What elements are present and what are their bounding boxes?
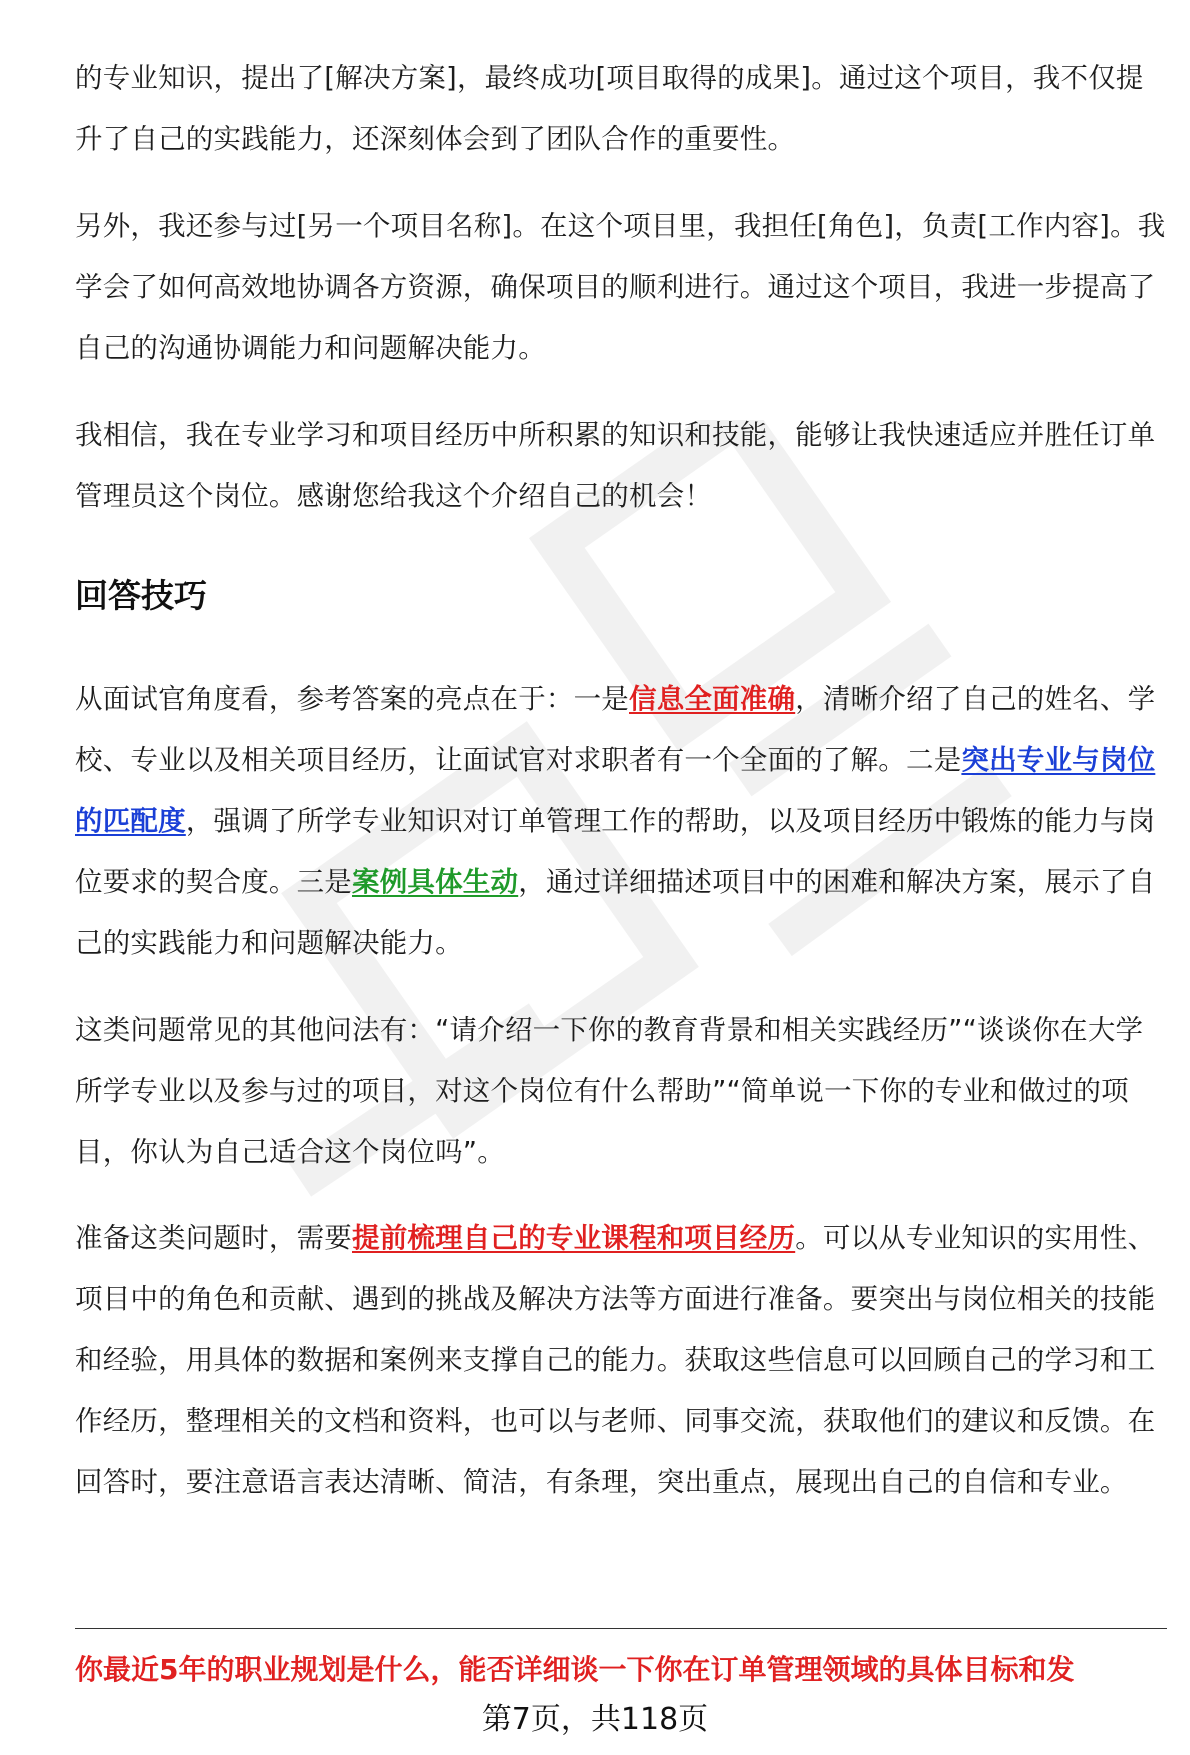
tips-paragraph-1: [75, 669, 1167, 974]
tips-text: ，清晰介绍了自己的姓名、学校、专业以及相关项目经历，让面试官对求职者有一个全面的了解。二是: [75, 683, 1156, 776]
highlight-vivid: 案例具体生动: [352, 866, 519, 898]
section-divider: [75, 1628, 1167, 1629]
tips-paragraph-3: [75, 1208, 1167, 1513]
highlight-match: 突出专业与岗位的匹配度: [75, 744, 1156, 837]
tips-text: 准备这类问题时，需要: [75, 1222, 352, 1254]
tips-text: ，强调了所学专业知识对订单管理工作的帮助，以及项目经历中锻炼的能力与岗位要求的契合度。三是: [75, 805, 1156, 898]
answer-paragraph-1: 的专业知识，提出了[解决方案]，最终成功[项目取得的成果]。通过这个项目，我不仅提升了自己的实践能力，还深刻体会到了团队合作的重要性。: [75, 62, 1144, 155]
page-number: 第7页，共118页: [481, 1702, 709, 1737]
tips-paragraph-2: 这类问题常见的其他问法有：“请介绍一下你的教育背景和相关实践经历”“谈谈你在大学所学专业以及参与过的项目，对这个岗位有什么帮助”“简单说一下你的专业和做过的项目，你认为自己适合这个岗位吗”。: [75, 1014, 1144, 1168]
tips-text: 。可以从专业知识的实用性、项目中的角色和贡献、遇到的挑战及解决方法等方面进行准备。要突出与岗位相关的技能和经验，用具体的数据和案例来支撑自己的能力。获取这些信息可以回顾自己的学习和工作经历，整理相关的文档和资料，也可以与老师、同事交流，获取他们的建议和反馈。在回答时，要注意语言表达清晰、简洁，有条理，突出重点，展现出自己的自信和专业。: [75, 1222, 1156, 1498]
answer-paragraph-3: 我相信，我在专业学习和项目经历中所积累的知识和技能，能够让我快速适应并胜任订单管理员这个岗位。感谢您给我这个介绍自己的机会！: [75, 419, 1156, 512]
tips-text: 从面试官角度看，参考答案的亮点在于：一是: [75, 683, 629, 715]
section-heading: 回答技巧: [75, 576, 207, 615]
tips-text: ，通过详细描述项目中的困难和解决方案，展示了自己的实践能力和问题解决能力。: [75, 866, 1156, 959]
answer-paragraph-2: 另外，我还参与过[另一个项目名称]。在这个项目里，我担任[角色]，负责[工作内容]。我学会了如何高效地协调各方资源，确保项目的顺利进行。通过这个项目，我进一步提高了自己的沟通协调能力和问题解决能力。: [75, 210, 1166, 364]
highlight-accurate: 信息全面准确: [629, 683, 796, 715]
highlight-prepare: 提前梳理自己的专业课程和项目经历: [352, 1222, 796, 1254]
next-question: 你最近5年的职业规划是什么，能否详细谈一下你在订单管理领域的具体目标和发: [75, 1653, 1075, 1686]
